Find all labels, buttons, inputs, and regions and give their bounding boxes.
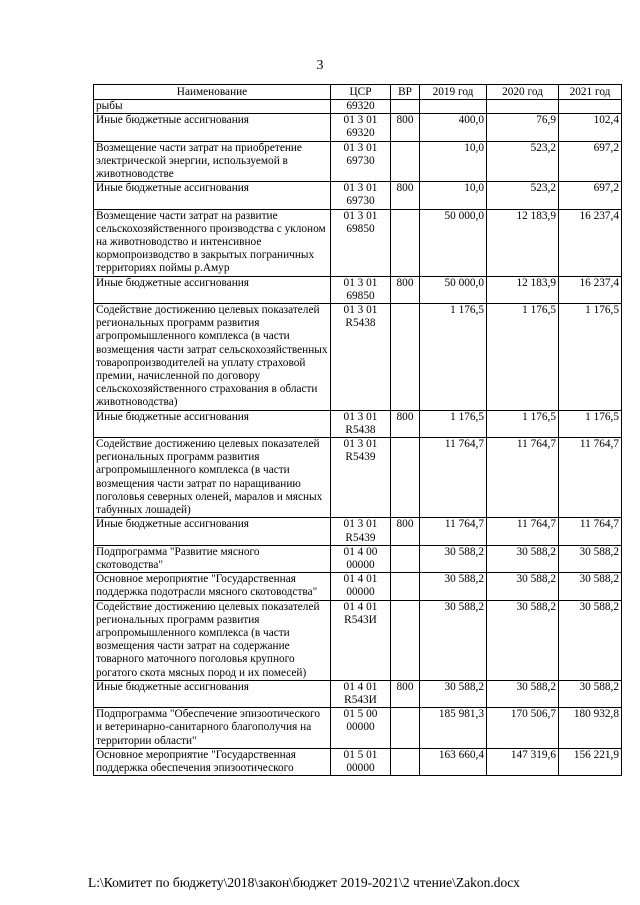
table-row xyxy=(94,114,622,141)
cell-name: Возмещение части затрат на развитие сельскохозяйственного производства с уклоном на животноводство и интенсивное кормопроизводство в закрытых пограничных территориях поймы р.Амур xyxy=(94,209,331,276)
cell-csr: 01 3 01 R5439 xyxy=(331,438,391,518)
cell-vr: 800 xyxy=(391,114,420,141)
cell-csr: 01 4 01 R543И xyxy=(331,680,391,707)
cell-vr xyxy=(391,100,420,114)
cell-vr: 800 xyxy=(391,276,420,303)
cell-name: рыбы xyxy=(94,100,331,114)
cell-y2019: 1 176,5 xyxy=(420,304,487,411)
cell-vr: 800 xyxy=(391,680,420,707)
cell-y2021: 102,4 xyxy=(559,114,622,141)
cell-name: Иные бюджетные ассигнования xyxy=(94,182,331,209)
table-row xyxy=(94,545,622,572)
cell-name: Содействие достижению целевых показателей региональных программ развития агропромышленного комплекса (в части возмещения части затрат на содержание товарного маточного поголовья крупного рогатого скота мясных пород и их помесей) xyxy=(94,600,331,680)
table-row xyxy=(94,680,622,707)
cell-name: Основное мероприятие "Государственная поддержка обеспечения эпизоотического xyxy=(94,748,331,775)
cell-y2019: 10,0 xyxy=(420,182,487,209)
cell-vr xyxy=(391,573,420,600)
table-row xyxy=(94,276,622,303)
table-row xyxy=(94,141,622,182)
cell-vr xyxy=(391,304,420,411)
cell-name: Подпрограмма "Развитие мясного скотоводства" xyxy=(94,545,331,572)
table-row xyxy=(94,410,622,437)
cell-name: Содействие достижению целевых показателей региональных программ развития агропромышленного комплекса (в части возмещения части затрат по наращиванию поголовья северных оленей, маралов и мясных табунных лошадей) xyxy=(94,438,331,518)
cell-vr xyxy=(391,600,420,680)
cell-csr: 01 3 01 69850 xyxy=(331,209,391,276)
cell-y2021: 16 237,4 xyxy=(559,209,622,276)
cell-csr: 01 3 01 R5438 xyxy=(331,304,391,411)
cell-csr: 01 5 00 00000 xyxy=(331,708,391,749)
cell-name: Содействие достижению целевых показателей региональных программ развития агропромышленного комплекса (в части возмещения части затрат сельскохозяйственных товаропроизводителей на уплату страховой премии, начисленной по договору сельскохозяйственного страхования в области животноводства) xyxy=(94,304,331,411)
cell-y2021: 30 588,2 xyxy=(559,680,622,707)
cell-y2021: 697,2 xyxy=(559,182,622,209)
cell-y2019: 185 981,3 xyxy=(420,708,487,749)
table-header-row xyxy=(94,85,622,100)
cell-y2021: 1 176,5 xyxy=(559,410,622,437)
cell-y2020 xyxy=(487,100,559,114)
cell-y2020: 11 764,7 xyxy=(487,438,559,518)
cell-y2019: 30 588,2 xyxy=(420,573,487,600)
table-row xyxy=(94,573,622,600)
cell-vr xyxy=(391,748,420,775)
cell-y2020: 12 183,9 xyxy=(487,209,559,276)
cell-csr: 01 3 01 R5439 xyxy=(331,518,391,545)
cell-y2019: 1 176,5 xyxy=(420,410,487,437)
cell-y2019: 11 764,7 xyxy=(420,438,487,518)
cell-y2021: 30 588,2 xyxy=(559,573,622,600)
cell-y2020: 30 588,2 xyxy=(487,680,559,707)
cell-name: Иные бюджетные ассигнования xyxy=(94,276,331,303)
cell-csr: 01 3 01 69730 xyxy=(331,182,391,209)
cell-csr: 01 4 00 00000 xyxy=(331,545,391,572)
budget-table xyxy=(93,84,622,776)
cell-vr xyxy=(391,438,420,518)
cell-y2019: 30 588,2 xyxy=(420,545,487,572)
cell-y2020: 147 319,6 xyxy=(487,748,559,775)
cell-vr xyxy=(391,141,420,182)
cell-name: Возмещение части затрат на приобретение электрической энергии, используемой в животноводстве xyxy=(94,141,331,182)
cell-vr xyxy=(391,209,420,276)
cell-csr: 01 3 01 69850 xyxy=(331,276,391,303)
cell-y2021: 16 237,4 xyxy=(559,276,622,303)
cell-y2021: 30 588,2 xyxy=(559,600,622,680)
table-row xyxy=(94,600,622,680)
cell-csr: 01 3 01 R5438 xyxy=(331,410,391,437)
table-body xyxy=(94,100,622,776)
cell-y2021: 11 764,7 xyxy=(559,518,622,545)
header-name: Наименование xyxy=(94,85,331,100)
cell-y2020: 1 176,5 xyxy=(487,304,559,411)
cell-name: Иные бюджетные ассигнования xyxy=(94,114,331,141)
cell-csr: 01 4 01 00000 xyxy=(331,573,391,600)
cell-name: Иные бюджетные ассигнования xyxy=(94,518,331,545)
cell-y2021 xyxy=(559,100,622,114)
cell-y2019: 11 764,7 xyxy=(420,518,487,545)
cell-name: Иные бюджетные ассигнования xyxy=(94,680,331,707)
cell-y2019: 30 588,2 xyxy=(420,680,487,707)
cell-y2020: 76,9 xyxy=(487,114,559,141)
cell-y2020: 170 506,7 xyxy=(487,708,559,749)
header-csr: ЦСР xyxy=(331,85,391,100)
cell-y2020: 523,2 xyxy=(487,182,559,209)
file-path-footer: L:\Комитет по бюджету\2018\закон\бюджет 2019-2021\2 чтение\Zakon.docx xyxy=(88,875,520,890)
page-number: 3 xyxy=(316,58,324,73)
cell-vr xyxy=(391,545,420,572)
cell-y2019: 10,0 xyxy=(420,141,487,182)
cell-y2020: 1 176,5 xyxy=(487,410,559,437)
table-row xyxy=(94,748,622,775)
cell-vr: 800 xyxy=(391,410,420,437)
cell-y2019 xyxy=(420,100,487,114)
cell-y2019: 50 000,0 xyxy=(420,276,487,303)
cell-y2021: 11 764,7 xyxy=(559,438,622,518)
cell-y2021: 180 932,8 xyxy=(559,708,622,749)
table-row xyxy=(94,438,622,518)
cell-csr: 01 3 01 69320 xyxy=(331,114,391,141)
cell-y2021: 697,2 xyxy=(559,141,622,182)
cell-name: Иные бюджетные ассигнования xyxy=(94,410,331,437)
table-row xyxy=(94,209,622,276)
cell-y2021: 1 176,5 xyxy=(559,304,622,411)
table-row xyxy=(94,518,622,545)
header-vr: ВР xyxy=(391,85,420,100)
cell-vr xyxy=(391,708,420,749)
cell-csr: 69320 xyxy=(331,100,391,114)
table-row xyxy=(94,708,622,749)
cell-y2021: 30 588,2 xyxy=(559,545,622,572)
header-2021: 2021 год xyxy=(559,85,622,100)
cell-vr: 800 xyxy=(391,182,420,209)
cell-y2020: 30 588,2 xyxy=(487,573,559,600)
header-2020: 2020 год xyxy=(487,85,559,100)
cell-y2019: 50 000,0 xyxy=(420,209,487,276)
header-2019: 2019 год xyxy=(420,85,487,100)
cell-y2021: 156 221,9 xyxy=(559,748,622,775)
cell-vr: 800 xyxy=(391,518,420,545)
cell-y2020: 30 588,2 xyxy=(487,545,559,572)
cell-name: Подпрограмма "Обеспечение эпизоотического и ветеринарно-санитарного благополучия на территории области" xyxy=(94,708,331,749)
cell-y2020: 30 588,2 xyxy=(487,600,559,680)
cell-csr: 01 5 01 00000 xyxy=(331,748,391,775)
cell-y2019: 30 588,2 xyxy=(420,600,487,680)
table-row xyxy=(94,304,622,411)
table-row xyxy=(94,182,622,209)
cell-y2019: 163 660,4 xyxy=(420,748,487,775)
cell-y2019: 400,0 xyxy=(420,114,487,141)
cell-name: Основное мероприятие "Государственная поддержка подотрасли мясного скотоводства" xyxy=(94,573,331,600)
cell-y2020: 523,2 xyxy=(487,141,559,182)
table-row xyxy=(94,100,622,114)
cell-y2020: 11 764,7 xyxy=(487,518,559,545)
cell-csr: 01 4 01 R543И xyxy=(331,600,391,680)
cell-csr: 01 3 01 69730 xyxy=(331,141,391,182)
cell-y2020: 12 183,9 xyxy=(487,276,559,303)
